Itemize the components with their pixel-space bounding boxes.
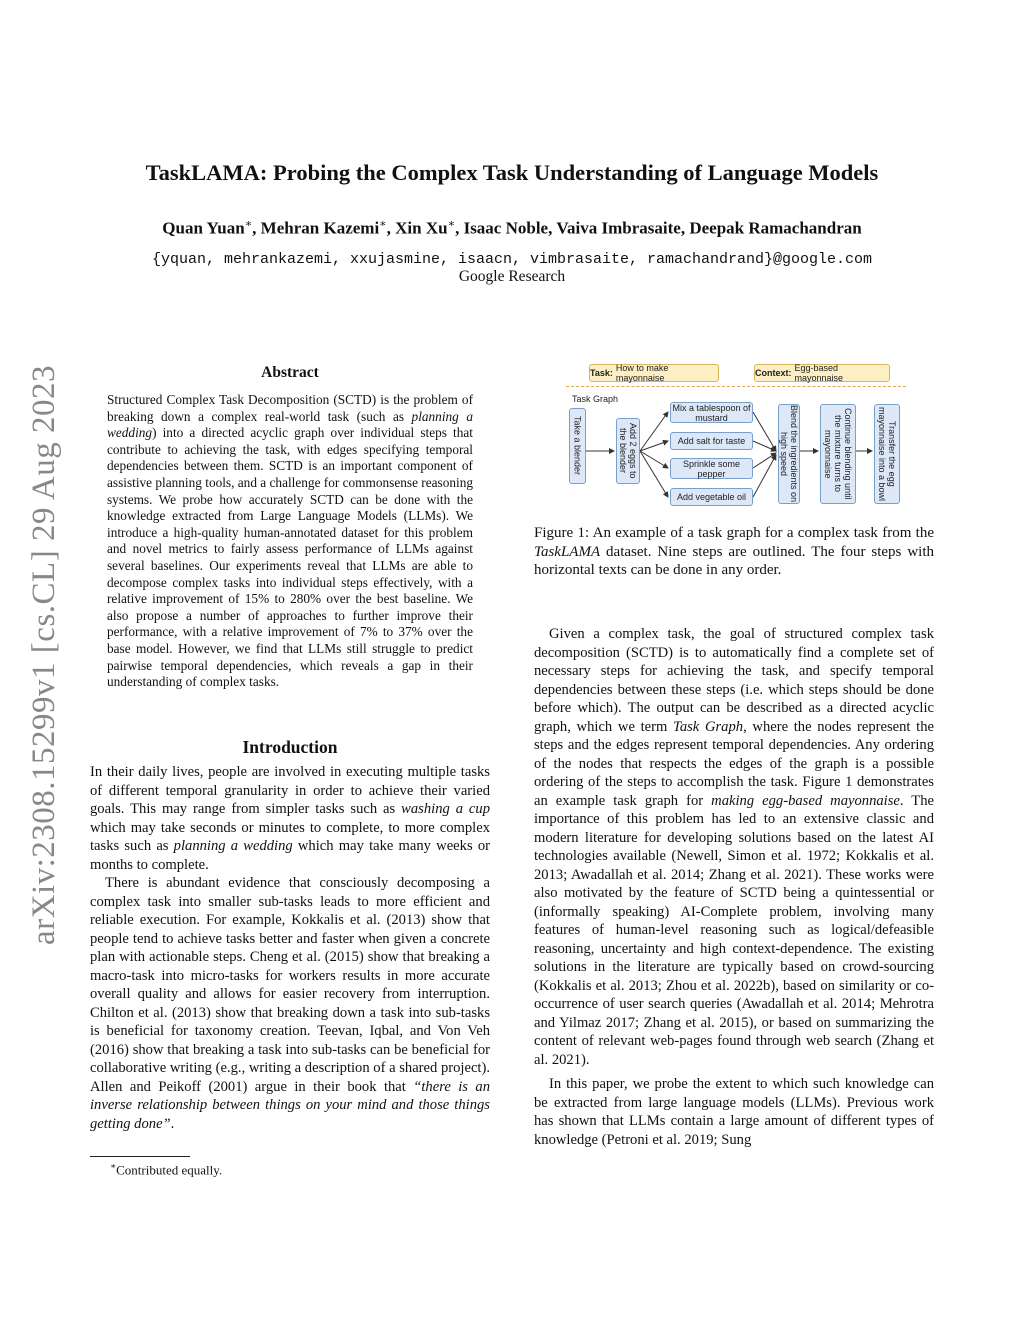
footnote-text: Contributed equally. (116, 1162, 223, 1178)
footnote-mark: ∗ (110, 1161, 117, 1171)
affiliation: Google Research (458, 268, 566, 285)
step-mix-mustard: Mix a tablespoon of mustard (670, 402, 753, 423)
step-add-salt: Add salt for taste (670, 432, 753, 450)
edge-s2-s3 (640, 412, 668, 451)
author-separator: , (455, 218, 464, 238)
arxiv-identifier: arXiv:2308.15299v1 [cs.CL] 29 Aug 2023 (26, 365, 62, 945)
emphasis-text: TaskLAMA (534, 543, 601, 560)
text-run: In this paper, we probe the extent to which such knowledge can be extracted from large language models (LLMs). Previous work has shown that LLMs contain a large amount of different types of knowledge (Petroni et al. 2019; Sung (534, 1076, 934, 1148)
author-separator: , (252, 218, 261, 238)
task-header-value: How to make mayonnaise (615, 363, 669, 383)
emphasis-text: making egg-based mayonnaise (711, 792, 900, 809)
author-name: Vaiva Imbrasaite (556, 218, 681, 238)
paragraph (90, 874, 490, 1133)
author-mark: ∗ (447, 218, 456, 230)
paper-title: TaskLAMA: Probing the Complex Task Understanding of Language Models (145, 160, 879, 185)
step-continue-blending: Continue blending until the mixture turns to mayonnaise (820, 404, 856, 504)
emphasis-text: washing a cup (401, 801, 490, 817)
introduction-heading: Introduction (242, 737, 338, 757)
task-header-label: Task: (590, 368, 613, 378)
author-separator: , (680, 218, 690, 238)
emphasis-text: Task Graph (673, 718, 744, 735)
paragraph (534, 1075, 934, 1149)
step-transfer-bowl: Transfer the egg mayonnaise into a bowl (874, 404, 900, 504)
step-add-eggs: Add 2 eggs to the blender (616, 418, 640, 484)
emphasis-text: “there is an inverse relationship between things on your mind and those things getting done” (90, 1078, 491, 1132)
author-emails: {yquan, mehrankazemi, xxujasmine, isaacn, vimbrasaite, ramachandrand}@google.com (151, 251, 873, 268)
text-run: dataset. Nine steps are outlined. The four steps with horizontal texts can be done in any order. (534, 543, 934, 578)
author-mark: ∗ (379, 218, 387, 230)
figure-task-graph (564, 358, 914, 508)
context-header-value: Egg-based mayonnaise (794, 363, 844, 383)
text-run: . (170, 1115, 175, 1132)
author-separator: , (386, 218, 396, 238)
right-column-text (534, 625, 934, 1149)
edge-s6-s7 (753, 455, 776, 497)
step-add-oil: Add vegetable oil (670, 488, 753, 506)
paragraph (534, 625, 934, 1069)
emphasis-text: planning a wedding (107, 408, 473, 441)
paragraph (90, 763, 490, 874)
text-run: Structured Complex Task Decomposition (SCTD) is the problem of breaking down a complex real-world task (such as (107, 392, 473, 424)
emphasis-text: planning a wedding (173, 838, 293, 854)
edge-s2-s5 (640, 451, 668, 468)
step-take-blender: Take a blender (569, 408, 586, 484)
author-name: Isaac Noble (463, 218, 549, 238)
footnote (90, 1161, 490, 1178)
author-list (0, 217, 1024, 239)
step-sprinkle-pepper: Sprinkle some pepper (670, 458, 753, 479)
step-blend: Blend the ingredients on high speed (779, 405, 799, 503)
author-separator: , (548, 218, 557, 238)
text-run: Given a complex task, the goal of structured complex task decomposition (SCTD) is to automatically find a complete set of necessary steps for achieving the task, and specify temporal dependencies between these steps (i.e. which steps should be done before which). The output can be described as a directed acyclic graph, which we term (534, 626, 934, 735)
footnote-rule (90, 1156, 190, 1157)
context-header-label: Context: (755, 368, 792, 378)
text-run: In their daily lives, people are involved in executing multiple tasks of different temporal granularity in order to achieve their varied goals. This may range from simpler tasks such as (90, 764, 490, 817)
edge-s2-s6 (640, 451, 668, 497)
task-graph-label: Task Graph (572, 394, 619, 404)
text-run: Figure 1: An example of a task graph for a complex task from the (534, 525, 934, 541)
figure-caption (534, 524, 934, 580)
abstract-heading: Abstract (261, 364, 319, 381)
introduction-text (90, 763, 490, 1133)
text-run: ) into a directed acyclic graph over individual steps that contribute to achieving the task, with edges specifying temporal dependencies between them. SCTD is an important component of assistive planning tools, and a challenge for commonsense reasoning systems. We probe how accurately SCTD can be done with the knowledge extracted from Large Language Models (LLMs). We introduce a high-quality human-annotated dataset for this problem and novel metrics to fairly assess performance of LLMs against several baselines. Our experiments reveal that LLMs are able to decompose complex tasks into individual steps effectively, with a relative improvement of 15% to 280% over the best baseline. We also propose a number of approaches to further improve their performance, with a relative improvement of 7% to 37% over the base model. However, we find that LLMs still struggle to predict pairwise temporal dependencies, which reveals a gap in their understanding of complex tasks. (107, 425, 473, 690)
abstract-text (107, 392, 473, 691)
author-name: Quan Yuan (162, 218, 245, 238)
edge-s3-s7 (753, 412, 776, 451)
text-run: which may take many weeks or months to complete. (90, 838, 490, 873)
text-run: . The importance of this problem has led to an extensive classic and modern literature for developing solutions based on the latest AI technologies available (Newell, Simon et al. 1972; Kokkalis et al. 2013; Awadallah et al. 2014; Zhang et al. 2021). These works were also motivated by the feature of SCTD being a quintessential or (informally speaking) AI-Complete problem, involving many features of human-level reasoning such as logical/defeasible reasoning, uncertainty and high context-dependence. The existing solutions in the literature are typically based on crowd-sourcing (Kokkalis et al. 2013; Zhou et al. 2022b), based on similarity or co-occurrence of user search queries (Awadallah et al. 2014; Mehrotra and Yilmaz 2017; Zhang et al. 2015), or based on summarizing the content of relevant web-pages found through web search (Zhang et al. 2021). (534, 792, 935, 1068)
author-mark: ∗ (244, 218, 253, 230)
text-run: which may take seconds or minutes to complete, to more complex tasks such as (90, 819, 490, 854)
author-name: Deepak Ramachandran (689, 218, 862, 238)
text-run: , where the nodes represent the steps and the edges represent temporal dependencies. Any ordering of the nodes that respects the edges of the graph is a possible ordering of the steps to accomplish the task. Figure 1 demonstrates an example task graph for (534, 718, 934, 809)
author-name: Mehran Kazemi (260, 218, 380, 238)
author-name: Xin Xu (395, 218, 448, 238)
text-run: There is abundant evidence that consciously decomposing a complex task into smaller sub-tasks leads to more efficient and reliable execution. For example, Kokkalis et al. (2013) show that people tend to achieve tasks better and faster when given a concrete plan with actionable steps. Cheng et al. (2015) show that breaking a macro-task into micro-tasks for workers results in more accurate overall quality and allows for easier recovery from interruption. Chilton et al. (2013) show that breaking down a task into sub-tasks is beneficial for taxonomy creation. Teevan, Iqbal, and Von Veh (2016) show that breaking a task into sub-tasks can be beneficial for collaborative writing (e.g., writing a description of a shared project). Allen and Peikoff (2001) argue in their book that (90, 875, 490, 1095)
